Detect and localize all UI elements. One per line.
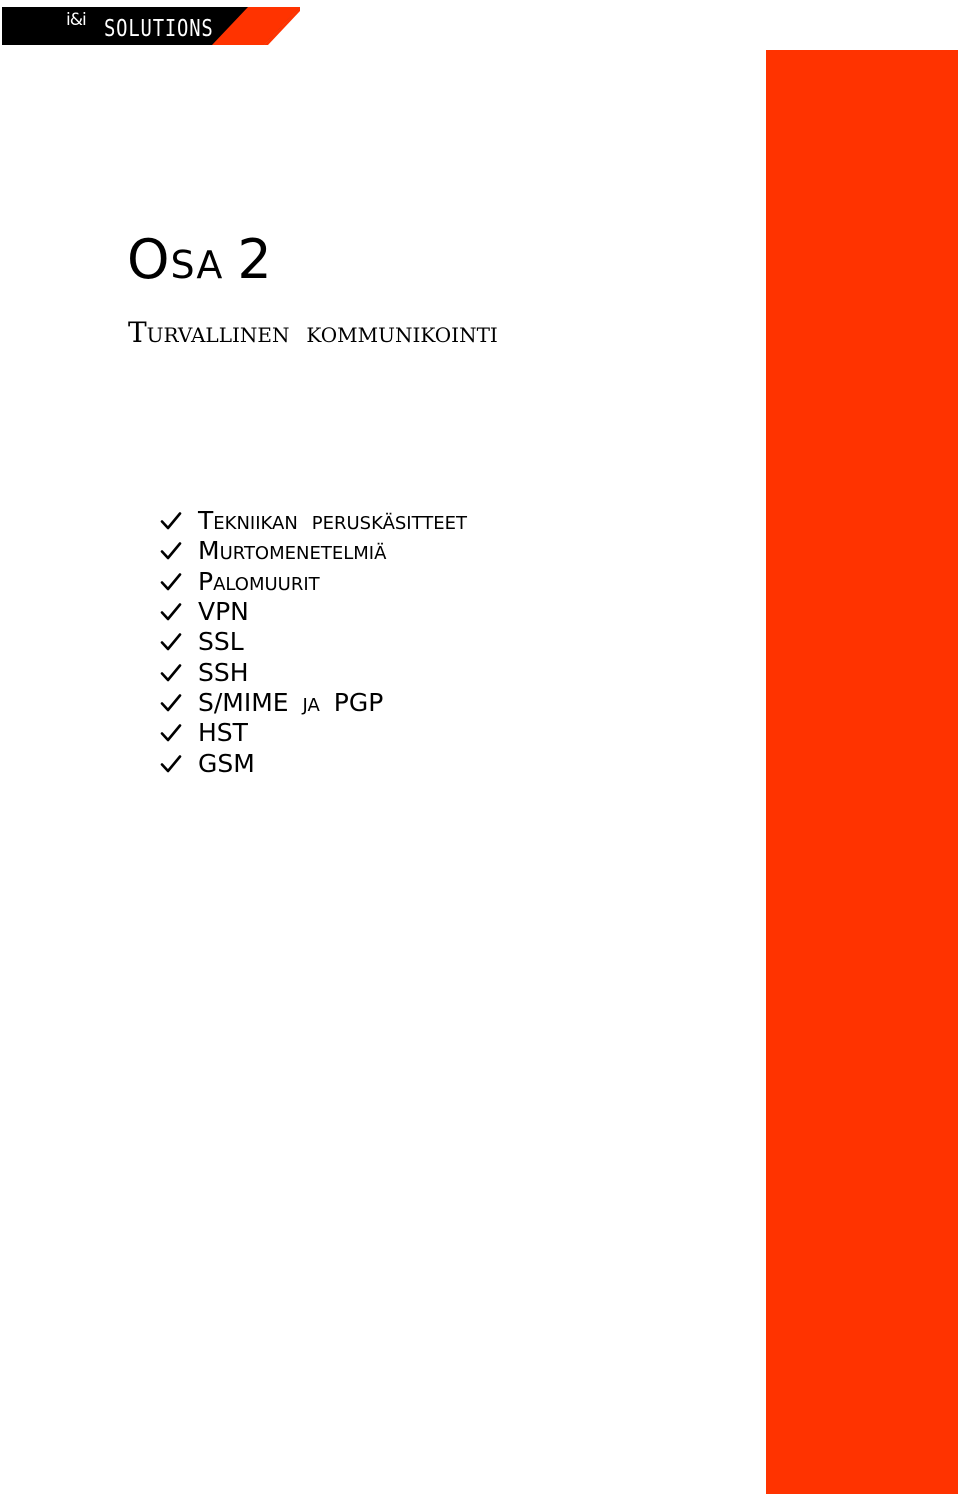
topic-label: GSM xyxy=(198,748,255,778)
check-icon xyxy=(160,572,182,592)
check-icon xyxy=(160,511,182,531)
topic-label: Murtomenetelmiä xyxy=(198,536,387,566)
part-title-number: 2 xyxy=(237,228,273,291)
side-accent-bar xyxy=(766,50,958,1494)
part-title xyxy=(127,228,273,292)
check-icon xyxy=(160,693,182,713)
topic-label: HST xyxy=(198,718,248,748)
list-item xyxy=(160,506,467,536)
list-item xyxy=(160,536,467,566)
logo-word: SOLUTIONS xyxy=(104,16,214,42)
part-subtitle: Turvallinen kommunikointi xyxy=(128,316,498,349)
check-icon xyxy=(160,541,182,561)
list-item xyxy=(160,748,467,778)
company-logo xyxy=(2,7,300,45)
check-icon xyxy=(160,723,182,743)
topic-label: VPN xyxy=(198,597,249,627)
logo-prefix: i&i xyxy=(66,10,86,30)
check-icon xyxy=(160,632,182,652)
topic-checklist xyxy=(160,506,467,779)
check-icon xyxy=(160,602,182,622)
topic-label: Palomuurit xyxy=(198,566,320,596)
list-item xyxy=(160,657,467,687)
part-title-word: Osa xyxy=(127,228,224,291)
check-icon xyxy=(160,754,182,774)
list-item xyxy=(160,627,467,657)
check-icon xyxy=(160,663,182,683)
topic-label: SSL xyxy=(198,627,244,657)
list-item xyxy=(160,567,467,597)
list-item xyxy=(160,597,467,627)
topic-label: SSH xyxy=(198,657,249,687)
topic-label: S/MIME ja PGP xyxy=(198,687,384,717)
list-item xyxy=(160,718,467,748)
topic-label: Tekniikan peruskäsitteet xyxy=(198,506,468,536)
list-item xyxy=(160,688,467,718)
logo-text xyxy=(2,7,300,45)
